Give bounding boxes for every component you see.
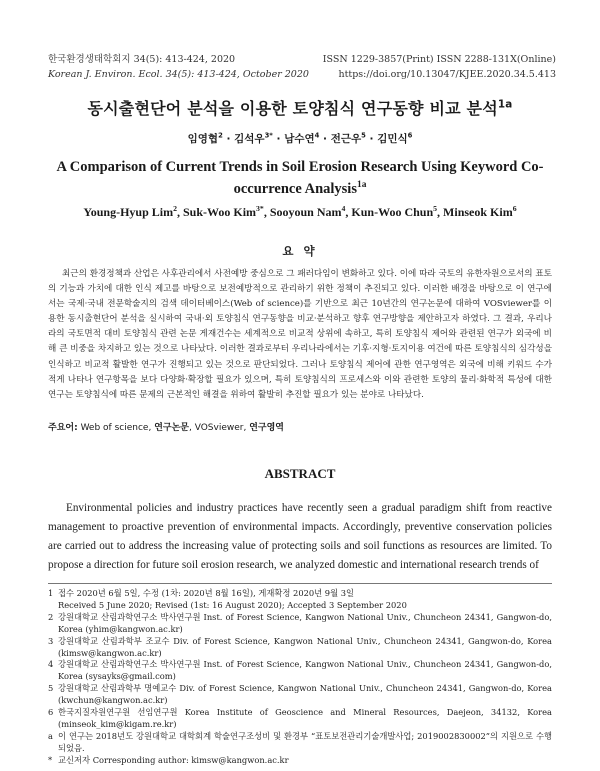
author-ko-separator: · [365, 133, 378, 145]
title-english [46, 156, 554, 200]
authors-english [0, 205, 600, 220]
authors-korean [0, 131, 600, 146]
abstract-korean: 최근의 환경정책과 산업은 사후관리에서 사전예방 중심으로 그 패러다임이 변화하고 있다. 이에 따라 국토의 유한자원으로서의 표토의 기능과 가치에 대한 인식 제고를 바탕으로 보전예방적으로 관리하기 위한 정책이 추진되고 있다. 이러한 배경을 바탕으로 이 연구에서는 국제·국내 전문학술지의 검색 데이터베이스(Web of science)를 기반으로 최근 10년간의 연구논문에 대하여 VOSviewer를 이용한 동시출현단어 분석을 실시하여 국내·외 토양침식 연구동향을 비교·분석하고 향후 연구방향을 제안하고자 하였다. 그 결과, 우리나라의 국토면적 대비 토양침식 관련 논문 게재건수는 세계적으로 비교적 상위에 속하고, 특히 토양침식 제어와 관련된 연구가 외국에 비해 큰 비중을 차지하고 있는 것으로 나타났다. 이러한 결과로부터 우리나라에서는 기후·지형·토지이용 여건에 따른 토양침식의 심각성을 인식하고 비교적 활발한 연구가 진행되고 있는 것으로 판단되었다. 그러나 토양침식 제어에 관한 연구영역은 외국에 비해 키워드 수가 적게 나타나 연구항목을 보다 다양화·확장할 필요가 있으며, 특히 토양침식의 프로세스와 이와 관련한 토양의 물리·화학적 특성에 대한 연구는 토양침식에 따른 문제의 근본적인 해결을 위하여 활발히 추진할 필요가 있는 분야로 나타났다. [48, 269, 552, 400]
issn: ISSN 1229-3857(Print) ISSN 2288-131X(Online) [322, 54, 556, 65]
footnote-mark: 1 [48, 588, 54, 598]
title-english-text: A Comparison of Current Trends in Soil Erosion Research Using Keyword Co-occurrence Analysis [56, 159, 544, 197]
footnote-line: 강원대학교 산림과학부 조교수 Div. of Forest Science, Kangwon National Univ., Chuncheon 24341, Gangwon-do, Korea (kimsw@kangwon.ac.kr) [58, 635, 552, 658]
keyword: VOSviewer [194, 423, 244, 433]
author-ko-affiliation-mark: 2 [218, 131, 223, 140]
keyword: 연구영역 [249, 423, 284, 433]
footnote-text [58, 707, 552, 731]
author-ko-affiliation-mark: 3* [264, 131, 273, 140]
keywords-label: 주요어: [48, 423, 78, 433]
author-en-name: Suk-Woo Kim [183, 205, 257, 219]
footnote-line: 교신저자 Corresponding author: kimsw@kangwon.ac.kr [58, 754, 289, 765]
footnote-mark: 5 [48, 683, 54, 694]
footnote [48, 588, 552, 612]
author-en-affiliation-mark: 4 [341, 204, 346, 213]
abstract-english-heading: ABSTRACT [264, 466, 336, 481]
footnote [48, 659, 552, 683]
author-en-name: Sooyoun Nam [269, 205, 342, 219]
footnote-mark: 4 [48, 659, 54, 670]
footnote-divider [48, 583, 552, 584]
footnote [48, 755, 552, 767]
footnote-text [58, 612, 552, 636]
footnote-text [58, 731, 552, 755]
author-en-name: Young-Hyup Lim [83, 205, 174, 219]
footnote-line: 한국지질자원연구원 선임연구원 Korea Institute of Geoscience and Mineral Resources, Daejeon, 34132, Korea (minseok_kim@kigam.re.kr) [58, 707, 552, 729]
footnote-text [58, 659, 552, 683]
footnote-line: 강원대학교 산림과학부 명예교수 Div. of Forest Science, Kangwon National Univ., Chuncheon 24341, Gangwon-do, Korea (kwchun@kangwon.ac.kr) [58, 683, 552, 706]
title-korean-text: 동시출현단어 분석을 이용한 토양침식 연구동향 비교 분석 [87, 99, 498, 118]
author-ko-name: 김석우 [234, 133, 265, 145]
journal-identifiers [323, 52, 556, 82]
footnote [48, 612, 552, 636]
footnote-text [58, 755, 552, 767]
author-en-separator: , [177, 205, 183, 219]
author-ko-separator: · [319, 133, 331, 145]
footnote-line: 강원대학교 산림과학연구소 박사연구원 Inst. of Forest Science, Kangwon National Univ., Chuncheon 24341, Gangwon-do, Korea (sysayks@gmail.com) [58, 659, 552, 682]
author-ko-affiliation-mark: 4 [314, 131, 320, 140]
author-en-affiliation-mark: 5 [433, 204, 438, 213]
footnote [48, 731, 552, 755]
footnote-mark: * [48, 754, 53, 765]
author-ko-name: 전근우 [330, 133, 362, 145]
footnote-mark: a [48, 730, 53, 741]
author-ko-name: 김민식 [377, 133, 408, 145]
author-en-separator: , [263, 205, 270, 219]
footnote-text [58, 636, 552, 660]
author-en-name: Kun-Woo Chun [351, 205, 434, 219]
journal-citation-ko: 한국환경생태학회지 34(5): 413-424, 2020 [48, 54, 236, 65]
author-ko-name: 남수연 [284, 133, 315, 145]
keyword: Web of science [80, 423, 149, 433]
footnote-mark: 2 [48, 611, 54, 622]
footnote [48, 636, 552, 660]
author-ko-name: 임영협 [187, 133, 219, 145]
author-en-name: Minseok Kim [443, 205, 513, 219]
footnote-text [58, 683, 552, 707]
keywords: 주요어: Web of science, 연구논문, VOSviewer, 연구영역 [48, 423, 284, 433]
author-ko-separator: · [272, 133, 285, 145]
journal-citation [48, 52, 309, 82]
author-ko-separator: · [222, 133, 235, 145]
author-en-separator: , [345, 205, 352, 219]
abstract-english: Environmental policies and industry practices have recently seen a gradual paradigm shift from reactive management to proactive prevention of environmental impacts. Accordingly, preventive conservation policies are carried out to address the increasing value of protecting soils and soil functions as resources are limited. To propose a direction for future soil erosion research, we analyzed domestic and international research trends of [48, 502, 552, 571]
keyword: 연구논문 [154, 423, 189, 433]
footnote-text [58, 588, 552, 612]
footnote [48, 707, 552, 731]
author-en-affiliation-mark: 2 [173, 204, 177, 213]
author-en-affiliation-mark: 3* [256, 204, 264, 213]
footnote [48, 683, 552, 707]
title-english-sup: 1a [356, 180, 367, 191]
footnote-line: Received 5 June 2020; Revised (1st: 16 August 2020); Accepted 3 September 2020 [58, 599, 407, 610]
title-korean [0, 96, 600, 119]
author-ko-affiliation-mark: 5 [361, 131, 366, 140]
doi-link[interactable]: https://doi.org/10.13047/KJEE.2020.34.5.413 [338, 69, 556, 80]
footnotes [48, 588, 552, 767]
footnote-mark: 6 [48, 707, 54, 718]
footnote-line: 접수 2020년 6월 5일, 수정 (1차: 2020년 8월 16일), 게재확정 2020년 9월 3일 [58, 588, 355, 598]
author-en-affiliation-mark: 6 [512, 204, 517, 213]
abstract-korean-heading: 요 약 [282, 244, 318, 258]
footnote-line: 강원대학교 산림과학연구소 박사연구원 Inst. of Forest Science, Kangwon National Univ., Chuncheon 24341, Gangwon-do, Korea (yhim@kangwon.ac.kr) [58, 611, 552, 634]
journal-citation-en: Korean J. Environ. Ecol. 34(5): 413-424, October 2020 [48, 69, 309, 80]
footnote-mark: 3 [48, 635, 54, 646]
title-korean-sup: 1a [497, 98, 513, 111]
author-en-separator: , [437, 205, 444, 219]
author-ko-affiliation-mark: 6 [407, 131, 413, 140]
footnote-line: 이 연구는 2018년도 강원대학교 대학회계 학술연구조성비 및 환경부 “표토보전관리기술개발사업; 2019002830002”의 지원으로 수행되었음. [58, 730, 552, 753]
